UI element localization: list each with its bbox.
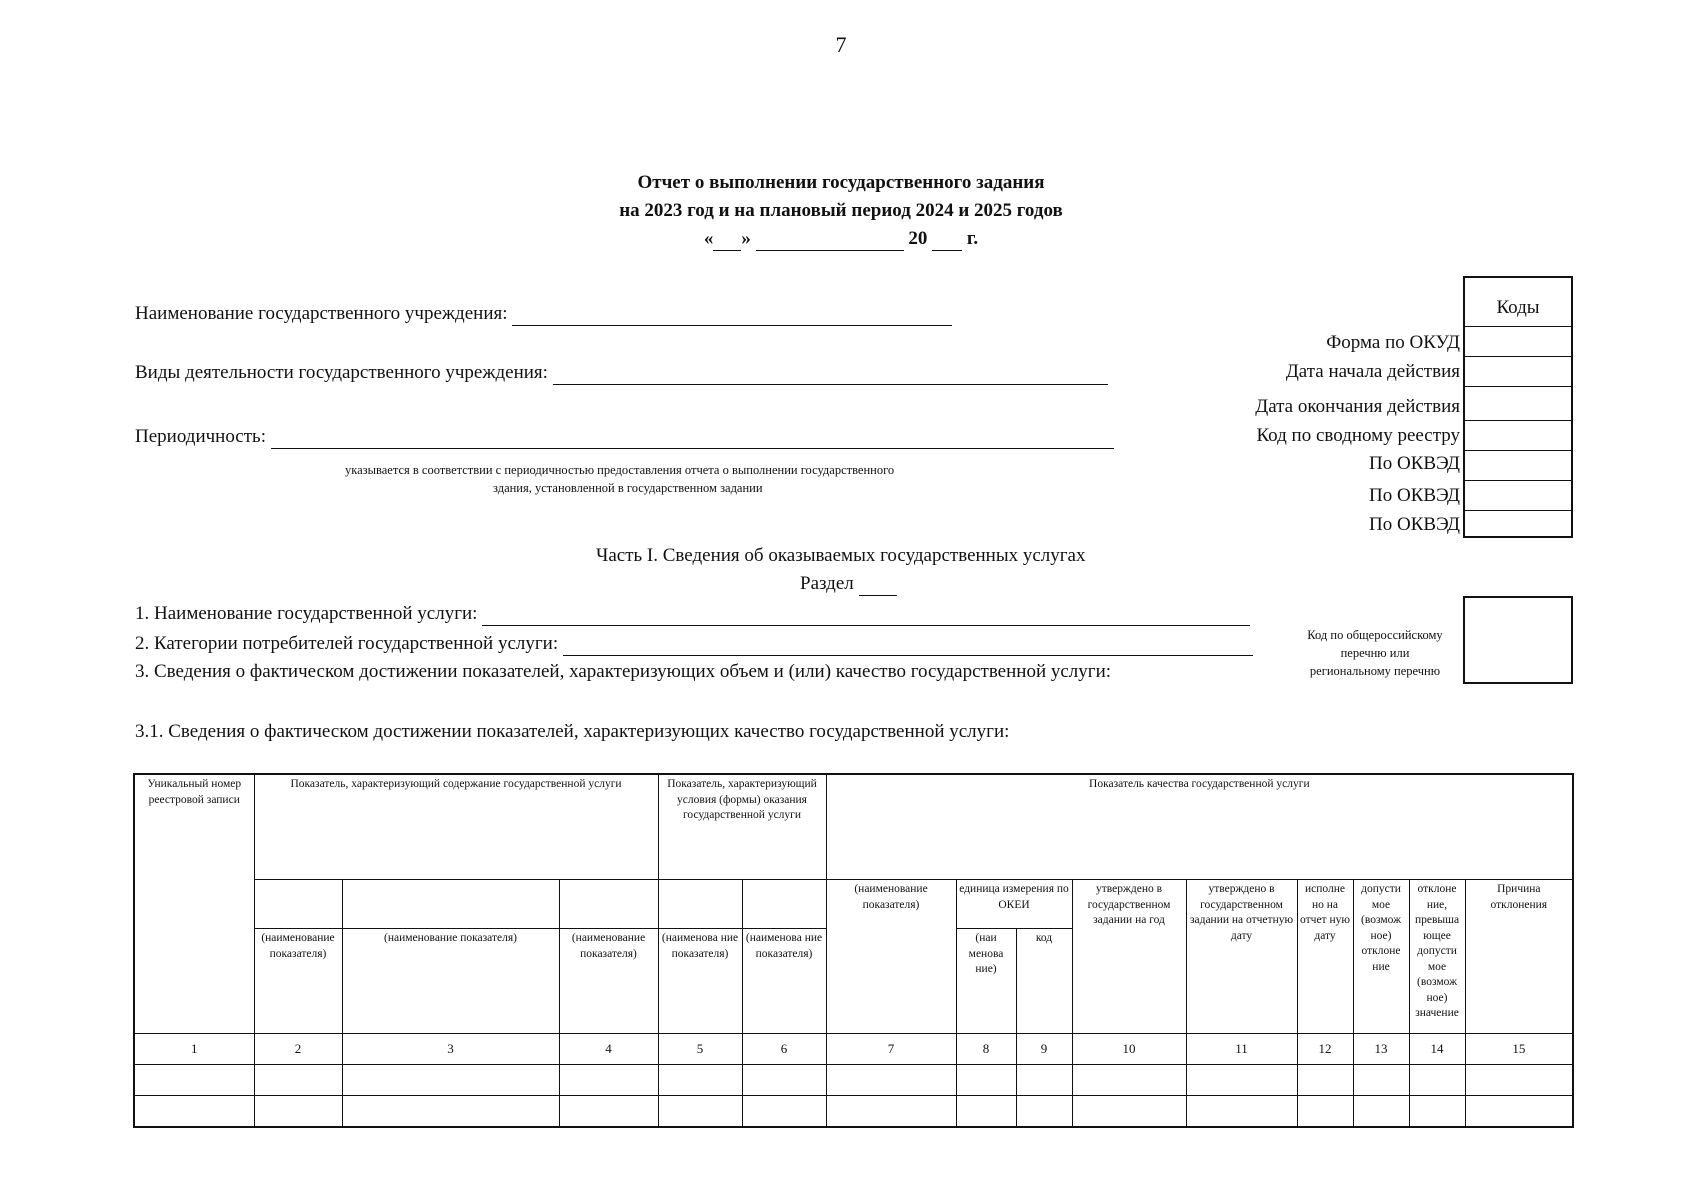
- table-cell[interactable]: [1072, 1096, 1186, 1128]
- table-cell[interactable]: [658, 1096, 742, 1128]
- table-cell[interactable]: [1409, 1065, 1465, 1096]
- column-number: 3: [342, 1034, 559, 1065]
- column-number: 14: [1409, 1034, 1465, 1065]
- date-year-blank[interactable]: [932, 228, 962, 251]
- codes-row-divider: [1465, 450, 1571, 451]
- table-cell[interactable]: [1186, 1065, 1297, 1096]
- table-row: [134, 1065, 1573, 1096]
- table-cell[interactable]: [826, 1065, 956, 1096]
- codes-row-divider: [1465, 326, 1571, 327]
- table-cell[interactable]: [134, 1065, 254, 1096]
- periodicity-note-line2: здания, установленной в государственном задании: [493, 481, 763, 495]
- column-number: 9: [1016, 1034, 1072, 1065]
- column-number-row: [134, 1034, 1573, 1065]
- table-cell[interactable]: [1016, 1096, 1072, 1128]
- table-cell[interactable]: [1297, 1065, 1353, 1096]
- table-cell[interactable]: [1409, 1096, 1465, 1128]
- table-cell[interactable]: [342, 1065, 559, 1096]
- consumer-categories-field: [135, 633, 1253, 656]
- code-label-start-date: Дата начала действия: [1285, 361, 1460, 382]
- header-content-name-1: (наименование показателя): [254, 929, 342, 1034]
- header-unit-okei: единица измерения по ОКЕИ: [956, 880, 1072, 929]
- column-number: 4: [559, 1034, 658, 1065]
- registry-code-note-line1: Код по общероссийскому: [1307, 628, 1443, 642]
- table-cell[interactable]: [1016, 1065, 1072, 1096]
- codes-row-divider: [1465, 386, 1571, 387]
- page-number: 7: [835, 32, 847, 57]
- code-label-end-date: Дата окончания действия: [1255, 396, 1460, 417]
- date-month-blank[interactable]: [756, 228, 904, 251]
- header-approved-date: утверждено в государственном задании на отчетную дату: [1186, 880, 1297, 1034]
- date-day-blank[interactable]: [713, 228, 741, 251]
- table-cell[interactable]: [342, 1096, 559, 1128]
- codes-row-divider: [1465, 480, 1571, 481]
- header-approved-year: утверждено в государственном задании на год: [1072, 880, 1186, 1034]
- date-year-suffix: г.: [966, 228, 979, 249]
- code-label-okved-1: По ОКВЭД: [1369, 453, 1460, 474]
- header-content-indicator: Показатель, характеризующий содержание государственной услуги: [254, 774, 658, 880]
- report-title-line2: на 2023 год и на плановый период 2024 и 2025 годов: [619, 200, 1063, 221]
- table-cell[interactable]: [1297, 1096, 1353, 1128]
- table-cell[interactable]: [254, 1065, 342, 1096]
- institution-name-field: [135, 303, 952, 326]
- periodicity-note-line1: указывается в соответствии с периодичностью предоставления отчета о выполнении государственного: [345, 463, 895, 477]
- consumer-categories-blank[interactable]: [563, 633, 1253, 656]
- table-cell[interactable]: [742, 1096, 826, 1128]
- column-number: 1: [134, 1034, 254, 1065]
- header-unit-name: (наи менова ние): [956, 929, 1016, 1034]
- quality-indicators-heading: 3.1. Сведения о фактическом достижении показателей, характеризующих качество государственной услуги:: [135, 721, 1010, 742]
- date-close-quote: »: [741, 228, 751, 249]
- table-cell[interactable]: [658, 1065, 742, 1096]
- header-condition-name-1: (наименова ние показателя): [658, 929, 742, 1034]
- registry-code-note-line3: региональному перечню: [1309, 664, 1441, 678]
- periodicity-label: Периодичность:: [135, 426, 266, 447]
- codes-row-divider: [1465, 510, 1571, 511]
- table-cell[interactable]: [1353, 1065, 1409, 1096]
- code-label-okud: Форма по ОКУД: [1326, 332, 1460, 353]
- table-cell[interactable]: [559, 1096, 658, 1128]
- column-number: 15: [1465, 1034, 1573, 1065]
- codes-row-divider: [1465, 356, 1571, 357]
- header-deviation-reason: Причина отклонения: [1465, 880, 1573, 1034]
- column-number: 7: [826, 1034, 956, 1065]
- table-cell[interactable]: [742, 1065, 826, 1096]
- header-executed: исполне но на отчет ную дату: [1297, 880, 1353, 1034]
- table-cell[interactable]: [956, 1065, 1016, 1096]
- section-label: Раздел: [800, 573, 854, 594]
- header-blank-cell[interactable]: [254, 880, 342, 929]
- code-label-okved-3: По ОКВЭД: [1369, 514, 1460, 535]
- table-cell[interactable]: [1186, 1096, 1297, 1128]
- activity-types-blank[interactable]: [553, 362, 1108, 385]
- periodicity-blank[interactable]: [271, 426, 1114, 449]
- header-content-name-3: (наименование показателя): [559, 929, 658, 1034]
- date-year-prefix: 20: [908, 228, 928, 249]
- column-number: 11: [1186, 1034, 1297, 1065]
- header-condition-name-2: (наименова ние показателя): [742, 929, 826, 1034]
- institution-name-blank[interactable]: [512, 303, 952, 326]
- registry-code-note-line2: перечню или: [1340, 646, 1410, 660]
- table-row: [134, 1096, 1573, 1128]
- column-number: 10: [1072, 1034, 1186, 1065]
- table-cell[interactable]: [254, 1096, 342, 1128]
- date-open-quote: «: [703, 228, 714, 249]
- institution-name-label: Наименование государственного учреждения:: [135, 303, 508, 324]
- code-label-registry: Код по сводному реестру: [1256, 425, 1460, 446]
- header-content-name-2: (наименование показателя): [342, 929, 559, 1034]
- table-cell[interactable]: [1465, 1065, 1573, 1096]
- activity-types-label: Виды деятельности государственного учреждения:: [135, 362, 548, 383]
- periodicity-field: [135, 426, 1114, 449]
- consumer-categories-label: 2. Категории потребителей государственной услуги:: [135, 633, 559, 654]
- header-blank-cell[interactable]: [658, 880, 742, 929]
- column-number: 5: [658, 1034, 742, 1065]
- header-exceeding-deviation: отклоне ние, превыша ющее допусти мое (возмож ное) значение: [1409, 880, 1465, 1034]
- table-cell[interactable]: [1465, 1096, 1573, 1128]
- table-cell[interactable]: [956, 1096, 1016, 1128]
- header-allowed-deviation: допусти мое (возмож ное) отклоне ние: [1353, 880, 1409, 1034]
- quality-indicators-table: [133, 773, 1574, 1128]
- table-cell[interactable]: [559, 1065, 658, 1096]
- report-date-line: [0, 228, 1682, 251]
- table-cell[interactable]: [826, 1096, 956, 1128]
- actual-indicators-heading: 3. Сведения о фактическом достижении показателей, характеризующих объем и (или) качество государственной услуги:: [135, 661, 1112, 682]
- header-conditions-indicator: Показатель, характеризующий условия (формы) оказания государственной услуги: [658, 774, 826, 880]
- column-number: 12: [1297, 1034, 1353, 1065]
- column-number: 13: [1353, 1034, 1409, 1065]
- codes-header: Коды: [1496, 297, 1540, 318]
- header-unique-number: Уникальный номер реестровой записи: [134, 774, 254, 1034]
- code-label-okved-2: По ОКВЭД: [1369, 485, 1460, 506]
- service-name-blank[interactable]: [482, 603, 1250, 626]
- table-cell[interactable]: [134, 1096, 254, 1128]
- header-quality-indicator: Показатель качества государственной услуги: [826, 774, 1573, 880]
- header-quality-name: (наименование показателя): [826, 880, 956, 1034]
- report-title-line1: Отчет о выполнении государственного задания: [637, 172, 1045, 193]
- codes-row-divider: [1465, 420, 1571, 421]
- section-number-blank[interactable]: [859, 573, 897, 596]
- table-cell[interactable]: [1072, 1065, 1186, 1096]
- registry-code-box[interactable]: [1463, 596, 1573, 684]
- header-unit-code: код: [1016, 929, 1072, 1034]
- header-blank-cell[interactable]: [742, 880, 826, 929]
- column-number: 6: [742, 1034, 826, 1065]
- header-blank-cell[interactable]: [559, 880, 658, 929]
- header-blank-cell[interactable]: [342, 880, 559, 929]
- activity-types-field: [135, 362, 1108, 385]
- table-cell[interactable]: [1353, 1096, 1409, 1128]
- section-line: [800, 573, 897, 596]
- codes-box: [1463, 276, 1573, 538]
- part-title: Часть I. Сведения об оказываемых государственных услугах: [596, 545, 1086, 566]
- column-number: 8: [956, 1034, 1016, 1065]
- column-number: 2: [254, 1034, 342, 1065]
- service-name-field: [135, 603, 1250, 626]
- service-name-label: 1. Наименование государственной услуги:: [135, 603, 478, 624]
